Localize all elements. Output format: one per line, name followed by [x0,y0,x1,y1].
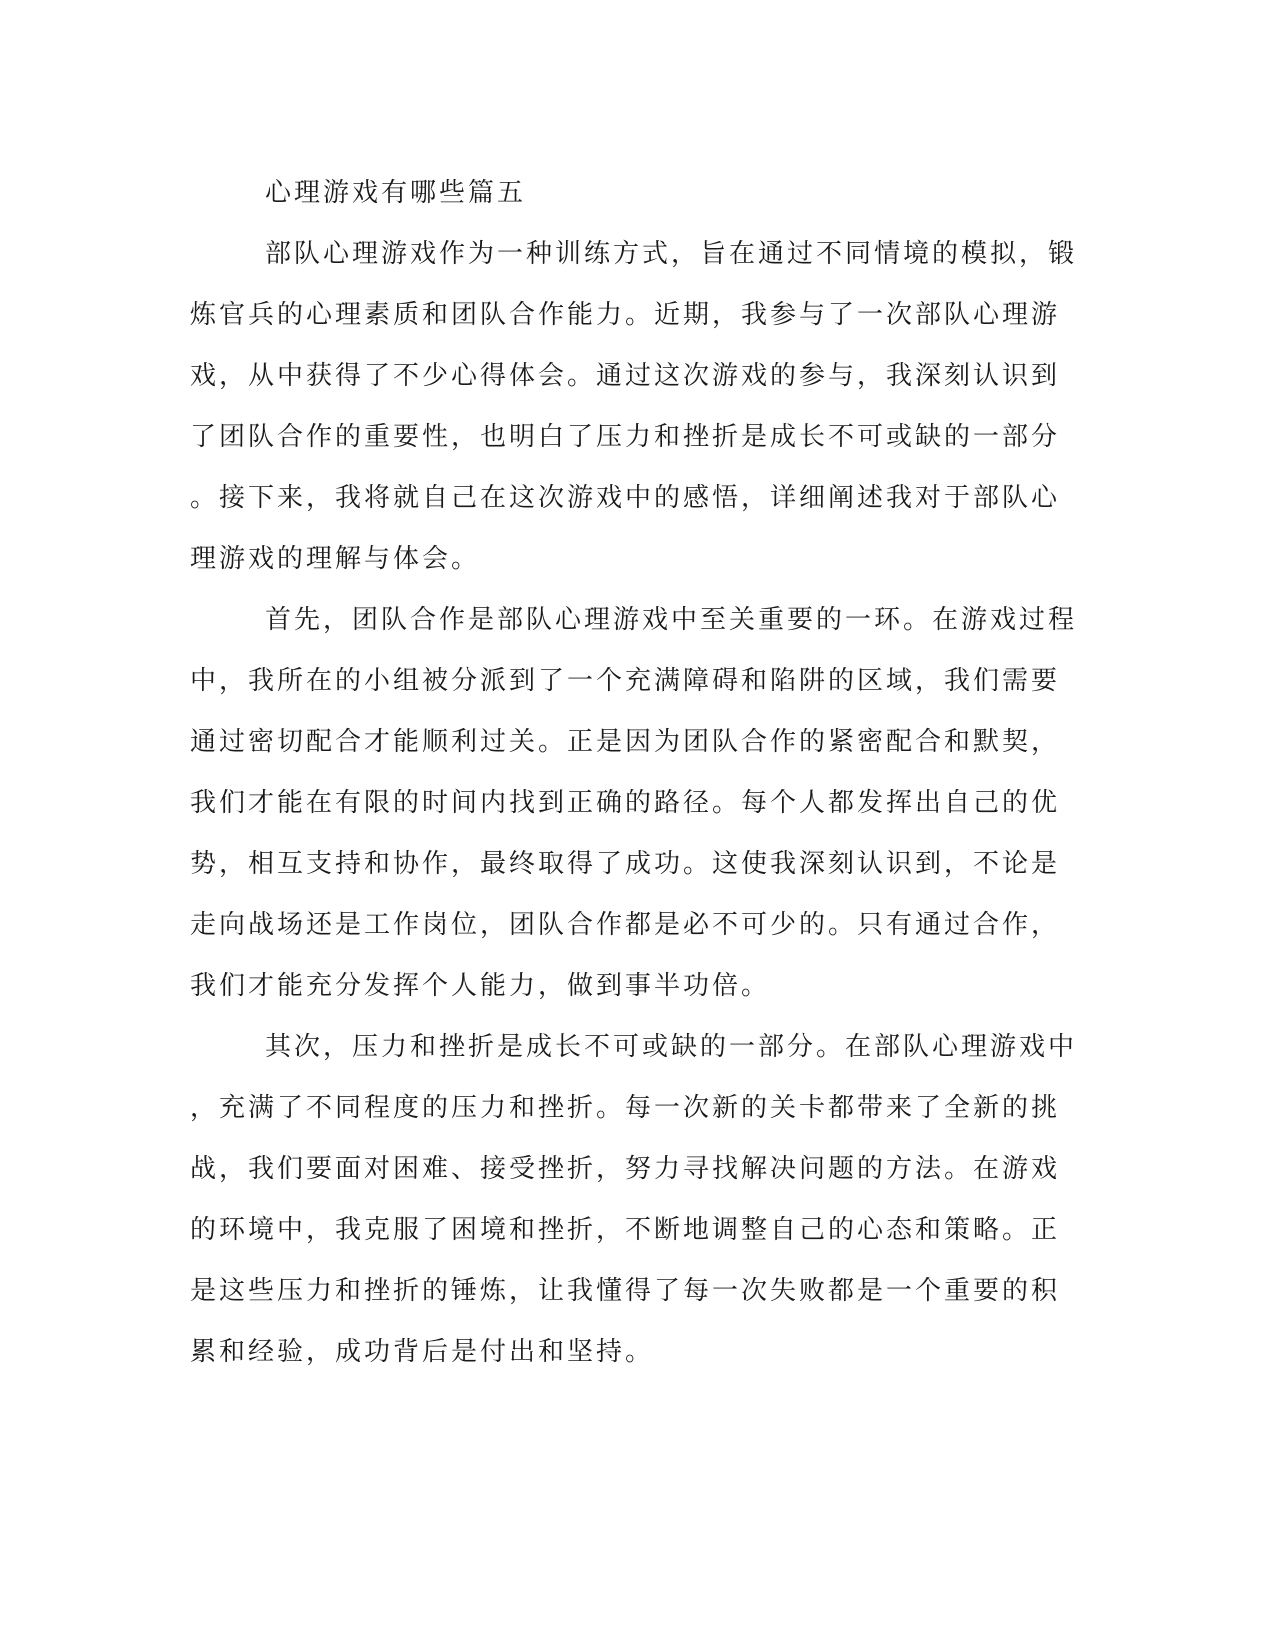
text-line: 部队心理游戏作为一种训练方式，旨在通过不同情境的模拟，锻 [265,239,1078,269]
text-line: ，充满了不同程度的压力和挫折。每一次新的关卡都带来了全新的挑 [190,1093,1061,1123]
text-line: 炼官兵的心理素质和团队合作能力。近期，我参与了一次部队心理游 [190,300,1061,330]
paragraph-3 [190,1017,1078,1383]
text-line: 了团队合作的重要性，也明白了压力和挫折是成长不可或缺的一部分 [190,422,1061,452]
document-heading: 心理游戏有哪些篇五 [265,178,527,208]
paragraph-2 [190,590,1078,1017]
document-body [190,163,1078,1383]
text-line: 戏，从中获得了不少心得体会。通过这次游戏的参与，我深刻认识到 [190,361,1061,391]
text-line: 累和经验，成功背后是付出和坚持。 [190,1337,655,1367]
text-line: 走向战场还是工作岗位，团队合作都是必不可少的。只有通过合作， [190,910,1061,940]
text-line: 是这些压力和挫折的锤炼，让我懂得了每一次失败都是一个重要的积 [190,1276,1061,1306]
paragraph-1 [190,224,1078,590]
text-line: 我们才能充分发挥个人能力，做到事半功倍。 [190,971,771,1001]
text-line: 理游戏的理解与体会。 [190,544,481,574]
text-line: 中，我所在的小组被分派到了一个充满障碍和陷阱的区域，我们需要 [190,666,1061,696]
text-line: 其次，压力和挫折是成长不可或缺的一部分。在部队心理游戏中 [265,1032,1078,1062]
text-line: 我们才能在有限的时间内找到正确的路径。每个人都发挥出自己的优 [190,788,1061,818]
text-line: 势，相互支持和协作，最终取得了成功。这使我深刻认识到，不论是 [190,849,1061,879]
text-line: 通过密切配合才能顺利过关。正是因为团队合作的紧密配合和默契， [190,727,1061,757]
text-line: 的环境中，我克服了困境和挫折，不断地调整自己的心态和策略。正 [190,1215,1061,1245]
text-line: 战，我们要面对困难、接受挫折，努力寻找解决问题的方法。在游戏 [190,1154,1061,1184]
text-line: 。接下来，我将就自己在这次游戏中的感悟，详细阐述我对于部队心 [190,483,1061,513]
text-line: 首先，团队合作是部队心理游戏中至关重要的一环。在游戏过程 [265,605,1078,635]
